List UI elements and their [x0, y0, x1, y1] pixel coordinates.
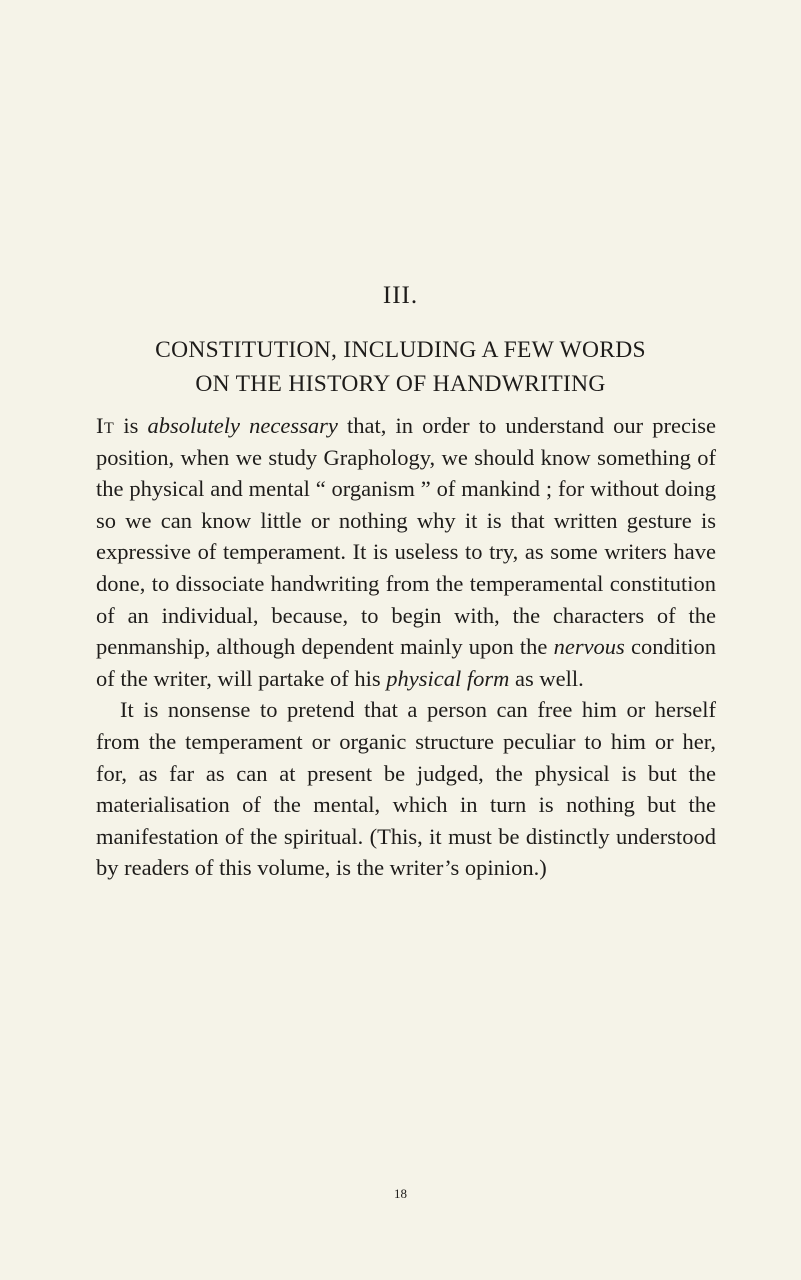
- paragraph-1-part-1: is: [114, 413, 148, 438]
- body-text: [96, 410, 716, 884]
- emphasis-physical-form: physical form: [386, 665, 510, 691]
- paragraph-2: It is nonsense to pretend that a person can free him or herself from the temperament or organic structure peculiar to him or her, for, as far as can at present be judged, the physical is but the materialisation of the mental, which in turn is nothing but the manifestation of the spiritual. (This, it must be distinctly understood by readers of this volume, is the writer’s opinion.): [96, 697, 716, 881]
- chapter-number: III.: [382, 282, 419, 309]
- emphasis-absolutely-necessary: absolutely necessary: [147, 413, 338, 438]
- paragraph-1-part-2: that, in order to understand our precise position, when we study Graphology, we should know something of the physical and mental “ organism ” of mankind ; for without doing so we can know little or nothing why it is that written gesture is expressive of temperament. It is useless to try, as some writers have done, to dissociate handwriting from the temperamental constitution of an individual, because, to begin with, the characters of the penmanship, although dependent mainly upon the: [96, 413, 717, 660]
- paragraph-1: [96, 410, 716, 694]
- paragraph-1-part-4: as well.: [509, 665, 584, 691]
- page-number: 18: [394, 1186, 407, 1201]
- chapter-title-line-2: ON THE HISTORY OF HANDWRITING: [195, 371, 606, 397]
- emphasis-nervous: nervous: [553, 634, 625, 660]
- chapter-title-line-1: CONSTITUTION, INCLUDING A FEW WORDS: [155, 337, 646, 363]
- paragraph-lead-word: It: [96, 413, 115, 438]
- paragraph-1-part-3: condition of the writer, will partake of his: [96, 634, 716, 691]
